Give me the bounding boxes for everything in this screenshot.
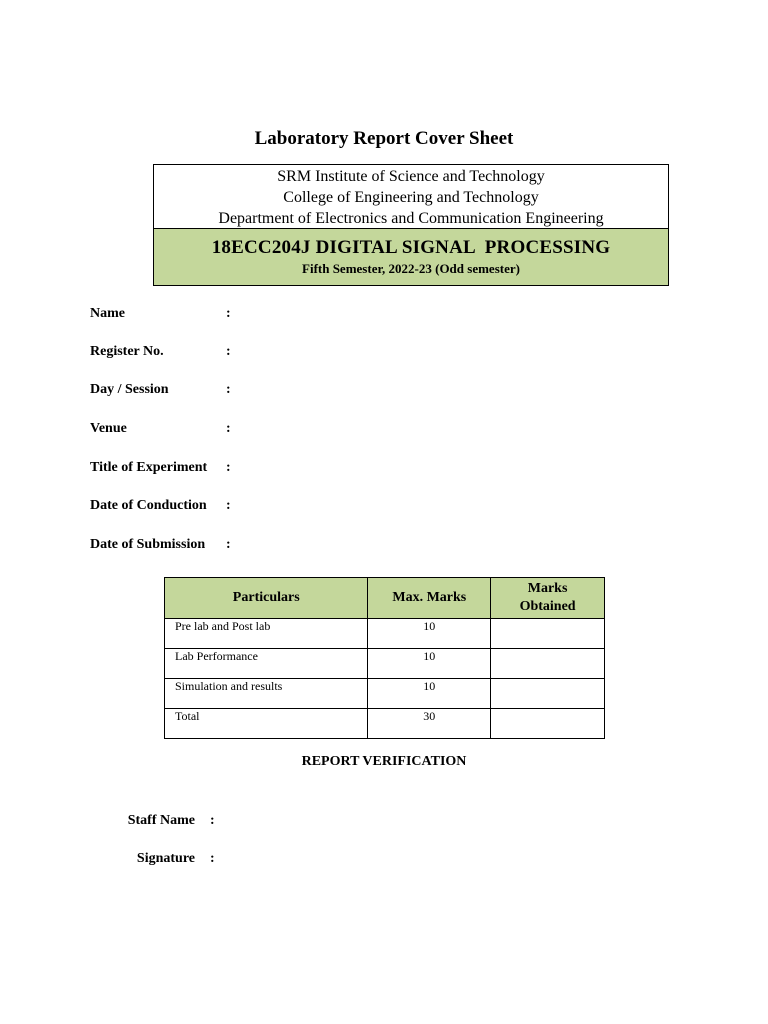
field-label: Date of Conduction xyxy=(90,498,207,513)
field-separator: : xyxy=(226,498,231,513)
marks-table xyxy=(164,577,605,739)
staff-name-field[interactable] xyxy=(102,813,215,829)
field-label: Name xyxy=(90,306,125,321)
table-header-row xyxy=(165,578,605,619)
table-row xyxy=(165,649,605,679)
course-band xyxy=(154,228,668,285)
header-marks-obtained: Marks Obtained xyxy=(491,578,605,619)
field-separator: : xyxy=(226,382,231,397)
field-separator: : xyxy=(226,344,231,359)
header-particulars: Particulars xyxy=(165,578,368,619)
row-marks-obtained[interactable] xyxy=(491,709,605,739)
field-venue[interactable] xyxy=(90,421,238,437)
field-date-of-conduction[interactable] xyxy=(90,498,238,514)
row-marks-obtained[interactable] xyxy=(491,619,605,649)
row-marks-obtained[interactable] xyxy=(491,649,605,679)
field-label: Signature xyxy=(136,851,195,866)
header-max-marks: Max. Marks xyxy=(368,578,491,619)
field-date-of-submission[interactable] xyxy=(90,537,238,553)
signature-field[interactable] xyxy=(102,851,215,867)
field-label: Title of Experiment xyxy=(90,460,208,475)
institution-block xyxy=(154,165,668,227)
row-marks-obtained[interactable] xyxy=(491,679,605,709)
department-name: Department of Electronics and Communication Engineering xyxy=(218,210,604,227)
row-particular: Lab Performance xyxy=(165,649,368,679)
field-separator: : xyxy=(210,851,215,866)
page-title: Laboratory Report Cover Sheet xyxy=(254,128,514,149)
field-title-of-experiment[interactable] xyxy=(90,460,238,476)
row-max-marks: 10 xyxy=(368,619,491,649)
course-semester: Fifth Semester, 2022-23 (Odd semester) xyxy=(302,261,520,276)
field-register-no[interactable] xyxy=(90,344,238,360)
field-name[interactable] xyxy=(90,306,238,322)
field-day-session[interactable] xyxy=(90,382,238,398)
field-label: Date of Submission xyxy=(90,537,206,552)
field-label: Venue xyxy=(90,421,127,436)
table-row xyxy=(165,619,605,649)
field-separator: : xyxy=(226,306,231,321)
institution-name: SRM Institute of Science and Technology xyxy=(277,168,545,185)
course-title: 18ECC204J DIGITAL SIGNAL PROCESSING xyxy=(211,237,611,258)
field-label: Register No. xyxy=(90,344,164,359)
field-separator: : xyxy=(226,537,231,552)
row-max-marks: 10 xyxy=(368,649,491,679)
report-verification-heading: REPORT VERIFICATION xyxy=(301,754,467,769)
field-separator: : xyxy=(210,813,215,828)
table-row xyxy=(165,679,605,709)
row-max-marks: 10 xyxy=(368,679,491,709)
field-label: Staff Name xyxy=(127,813,195,828)
field-label: Day / Session xyxy=(90,382,169,397)
field-separator: : xyxy=(226,421,231,436)
table-row xyxy=(165,709,605,739)
row-particular: Total xyxy=(165,709,368,739)
row-particular: Pre lab and Post lab xyxy=(165,619,368,649)
institution-header xyxy=(153,164,669,286)
college-name: College of Engineering and Technology xyxy=(283,189,539,206)
field-separator: : xyxy=(226,460,231,475)
row-particular: Simulation and results xyxy=(165,679,368,709)
row-max-marks: 30 xyxy=(368,709,491,739)
